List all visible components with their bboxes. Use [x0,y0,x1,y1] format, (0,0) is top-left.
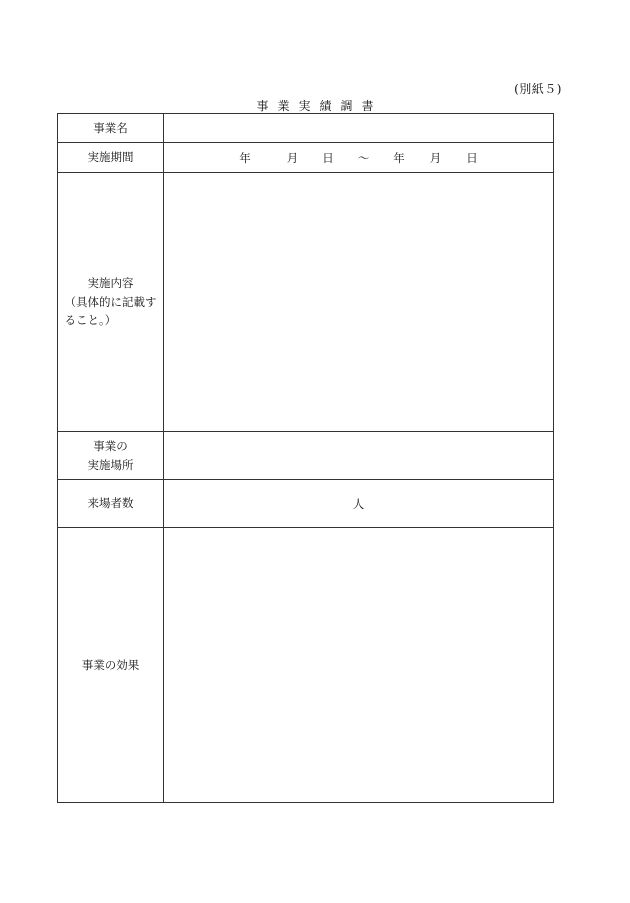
row-period [58,143,554,173]
project-report-form [57,113,554,803]
content-label-text [65,274,157,329]
location-label-line1: 事業の [93,439,128,454]
period-field[interactable] [164,143,554,173]
location-label [58,432,164,480]
period-label: 実施期間 [58,143,164,173]
period-text [239,150,478,166]
period-start-year: 年 [239,150,251,165]
content-label [58,173,164,432]
period-end-year: 年 [393,150,405,165]
location-field[interactable] [164,432,554,480]
effect-field[interactable] [164,528,554,803]
row-project-name [58,114,554,143]
row-visitors [58,480,554,528]
annex-label: (別紙５) [514,82,562,96]
period-start-month: 月 [286,150,299,165]
content-label-line2: （具体的に記載す [64,294,157,309]
row-content [58,173,554,432]
effect-label: 事業の効果 [58,528,164,803]
period-end-day: 日 [466,150,478,165]
row-effect [58,528,554,803]
visitors-label: 来場者数 [58,480,164,528]
content-field[interactable] [164,173,554,432]
document-title: 事業実績調書 [256,99,383,113]
location-label-line2: 実施場所 [87,457,134,472]
period-start-day: 日 [322,150,334,165]
visitors-field[interactable] [164,480,554,528]
project-name-label: 事業名 [58,114,164,143]
row-location [58,432,554,480]
visitors-unit: 人 [352,496,365,511]
period-tilde: 〜 [357,150,370,165]
period-end-month: 月 [429,150,442,165]
project-name-field[interactable] [164,114,554,143]
content-label-line1: 実施内容 [87,276,134,291]
content-label-line3: ること。） [64,313,117,328]
